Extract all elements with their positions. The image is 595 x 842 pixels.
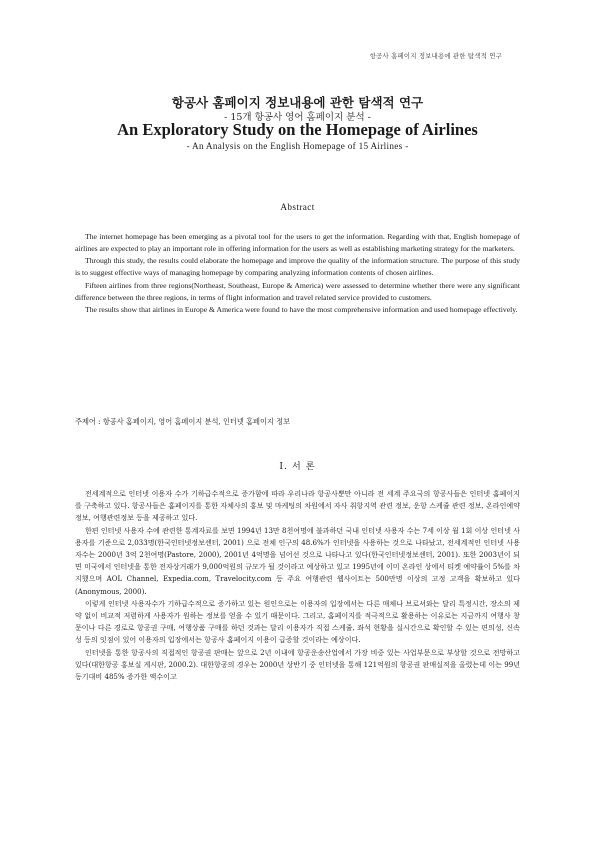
title-korean: 항공사 홈페이지 정보내용에 관한 탐색적 연구 xyxy=(171,95,424,110)
abstract-paragraph: Fifteen airlines from three regions(Northeast, Southeast, Europe & America) were assessed to determine whether there were any significant difference between the three regions, in terms of flight information and travel related service provided to customers. xyxy=(75,280,520,302)
introduction-body xyxy=(75,488,520,683)
running-head: 항공사 홈페이지 정보내용에 관한 탐색적 연구 xyxy=(369,52,502,60)
abstract-body xyxy=(75,231,520,316)
body-paragraph: 인터넷을 통한 항공사의 직접적인 항공권 판매는 앞으로 2년 이내에 항공운송산업에서 가장 비중 있는 사업부문으로 부상할 것으로 전망하고 있다(대한항공 홍보실 게시판, 2000.2). 대한항공의 경우는 2000년 상반기 중 인터넷을 통해 121억원의 항공권 판매실적을 올렸는데 이는 99년 동기대비 485% 증가한 액수이고 xyxy=(75,647,520,682)
title-english: An Exploratory Study on the Homepage of Airlines xyxy=(117,120,478,139)
body-paragraph: 한편 인터넷 사용자 수에 관련한 통계자료를 보면 1994년 13만 8천여명에 불과하던 국내 인터넷 사용자 수는 7세 이상 월 1회 이상 인터넷 사용자를 기준으로 2,033명(한국인터넷정보센터, 2001) 으로 전체 인구의 48.6%가 인터넷을 사용하는 것으로 나타났고, 전세계적인 인터넷 사용자수는 2000년 3억 2천여명(Pastore, 2000), 2001년 4억명을 넘어선 것으로 나타나고 있다(한국인터넷정보센터, 2001). 또한 2003년이 되면 미국에서 인터넷을 통한 전자상거래가 9,000억원의 규모가 될 것이라고 예상하고 있고 1995년에 이미 온라인 상에서 티켓 예약률이 5%를 차지했으며 AOL Channel, Expedia.com, Travelocity.com 등 주요 여행관련 웹사이트는 500만명 이상의 고정 고객을 확보하고 있다(Anonymous, 2000). xyxy=(75,525,520,596)
abstract-heading: Abstract xyxy=(280,202,315,212)
abstract-paragraph: The internet homepage has been emerging as a pivotal tool for the users to get the information. Regarding with that, English homepage of airlines are expected to play an important role in offering information for the users as well as establishing marketing strategy for the marketers. xyxy=(75,232,520,254)
subtitle-korean: - 15개 항공사 영어 홈페이지 분석 - xyxy=(224,112,371,123)
keywords: 주제어 : 항공사 홈페이지, 영어 홈페이지 분석, 인터넷 홈페이지 정보 xyxy=(75,417,291,426)
subtitle-english: - An Analysis on the English Homepage of 15 Airlines - xyxy=(186,141,409,151)
body-paragraph: 전세계적으로 인터넷 이용자 수가 기하급수적으로 증가함에 따라 우리나라 항공사뿐만 아니라 전 세계 주요국의 항공사들은 인터넷 홈페이지를 구축하고 있다. 항공사들은 홈페이지를 통한 자체사의 홍보 및 마케팅의 차원에서 자사 취항지역 관련 정보, 운항 스케쥴 관련 정보, 온라인예약정보, 여행관련정보 등을 제공하고 있다. xyxy=(75,489,520,523)
abstract-paragraph: The results show that airlines in Europe & America were found to have the most comprehensive information and used homepage effectively. xyxy=(85,304,518,314)
abstract-paragraph: Through this study, the results could elaborate the homepage and improve the quality of the information structure. The purpose of this study is to suggest effective ways of managing homepage by comparing analyzing information contents of chosen airlines. xyxy=(75,256,520,278)
section-heading-introduction: I. 서 론 xyxy=(279,461,316,472)
body-paragraph: 이렇게 인터넷 사용자수가 기하급수적으로 증가하고 있는 원인으로는 이용자의 입장에서는 다른 매체나 브로셔와는 달리 특정시간, 장소의 제약 없이 비교적 저렴하게 사용자가 원하는 정보를 얻을 수 있기 때문이다. 그리고, 홈페이지를 적극적으로 활용하는 이유로는 지금까지 여행사 창문이나 다른 경로로 항공권 구매, 여행상품 구매를 하던 것과는 달리 이용자가 직접 스케쥴, 좌석 현황을 실시간으로 확인할 수 있는 편의성, 신속성 등의 잇점이 있어 이용자의 입장에서는 항공사 홈페이지 이용이 급증할 것이라는 예상이다. xyxy=(75,598,520,645)
